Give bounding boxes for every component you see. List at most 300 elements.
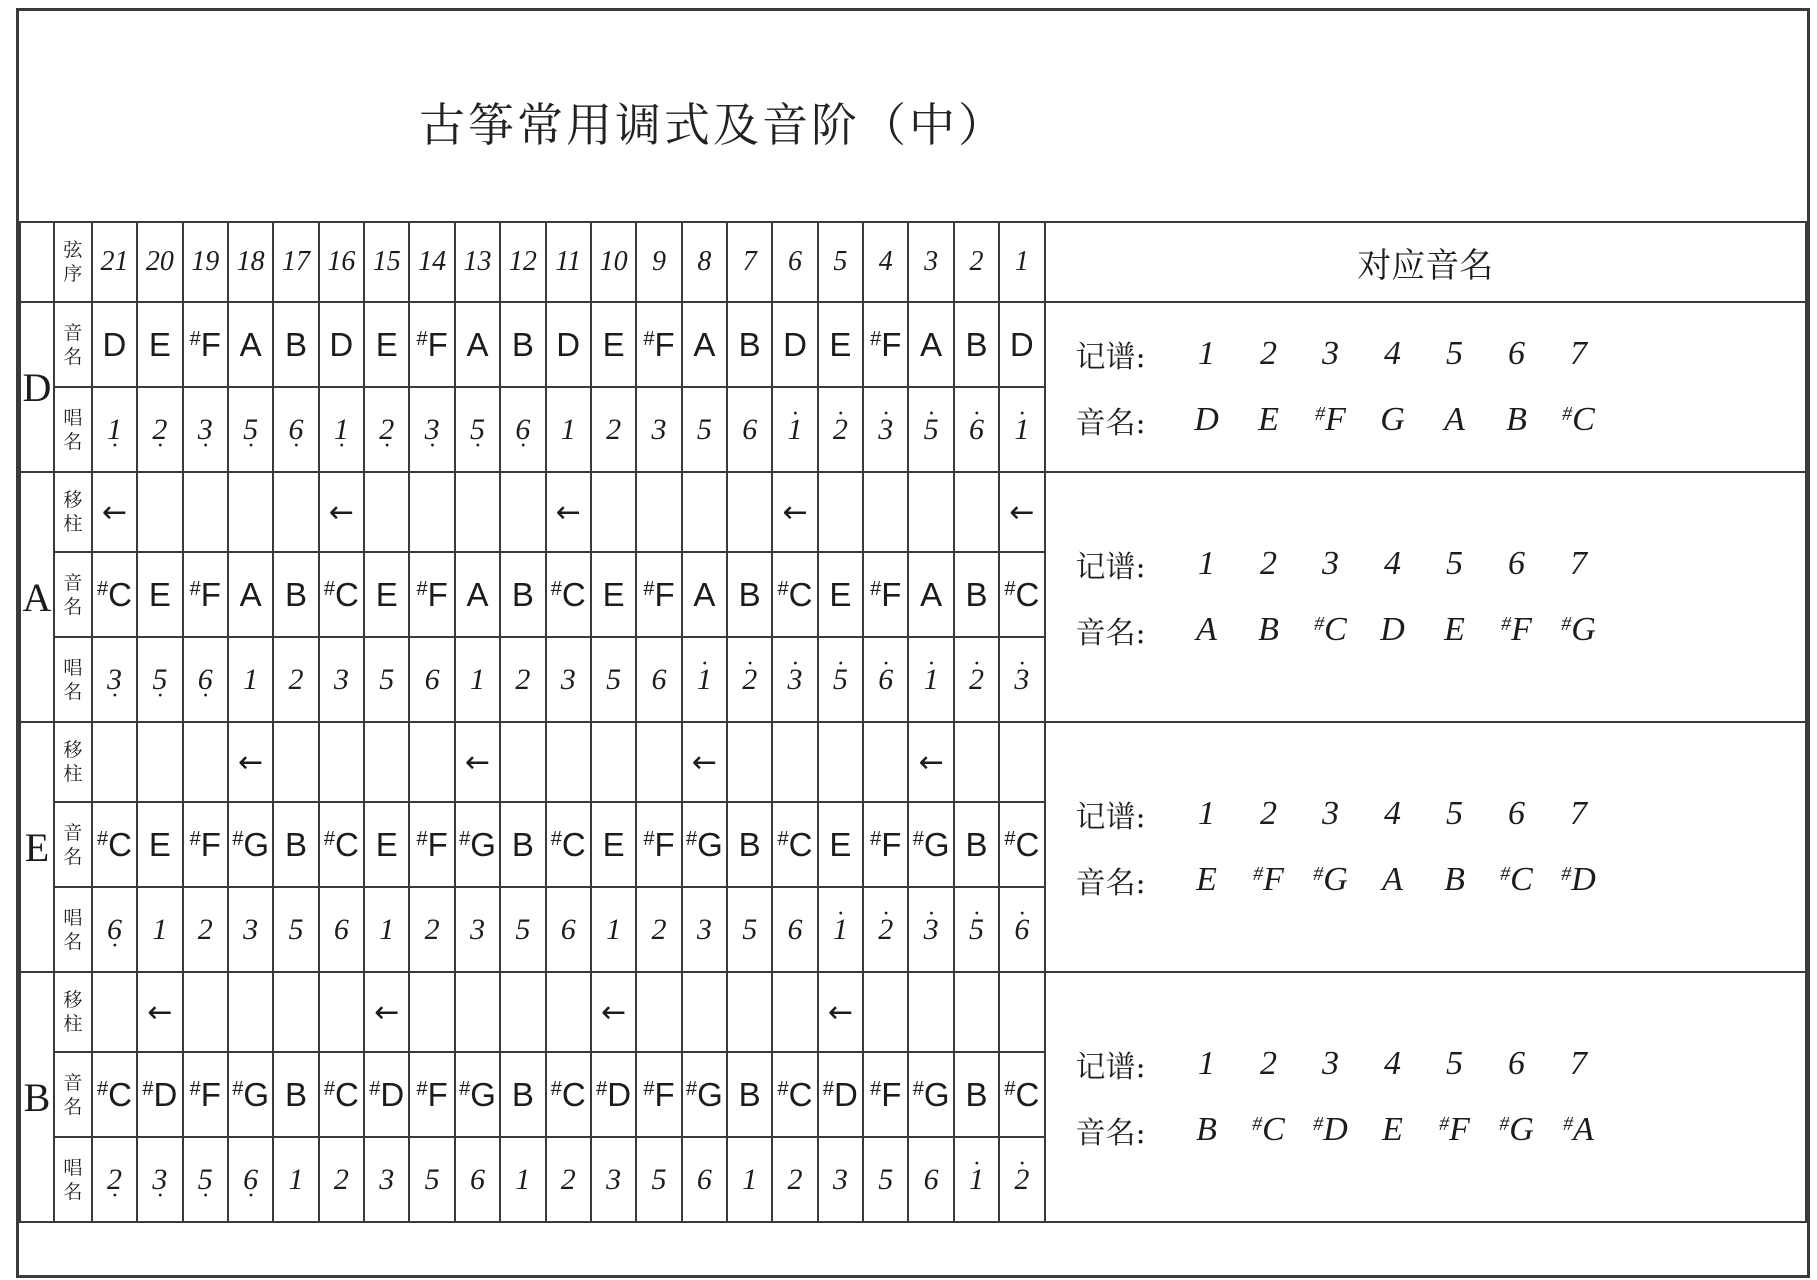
note-letter: E: [1196, 861, 1217, 898]
solfege-digit: 1: [515, 1162, 531, 1196]
sharp-sign: #: [189, 327, 201, 350]
move-bridge-cell: [183, 472, 228, 552]
note-name-cell: [500, 1052, 545, 1137]
note-name-cell: [319, 802, 364, 887]
note-name-cell: [183, 802, 228, 887]
move-bridge-cell: [591, 722, 636, 802]
note-name-cell: [546, 802, 591, 887]
solfege-digit: 5 ·: [152, 665, 167, 695]
sharp-sign: #: [96, 577, 109, 600]
note-letter: F: [1325, 401, 1346, 438]
note-letter: B: [511, 575, 534, 613]
scale-note: [1300, 401, 1362, 439]
move-bridge-cell: [546, 972, 591, 1052]
move-bridge-cell: [863, 972, 908, 1052]
note-letter: B: [738, 575, 761, 613]
note-name-cell: [92, 1052, 137, 1137]
string-order-label: [54, 222, 92, 302]
move-bridge-cell: [455, 972, 500, 1052]
solfege-cell: [92, 1137, 137, 1222]
solfege-cell: [954, 887, 999, 972]
note-letter: F: [200, 1075, 221, 1113]
sharp-sign: #: [416, 577, 428, 600]
solfege-cell: [455, 1137, 500, 1222]
string-number: 10: [591, 222, 636, 302]
note-name-cell: [183, 1052, 228, 1137]
solfege-digit: 6 ·: [198, 665, 213, 695]
section-B-move-row: [20, 972, 1806, 1052]
note-letter: E: [375, 325, 398, 363]
sharp-sign: #: [777, 577, 789, 600]
sharp-sign: #: [550, 1077, 562, 1100]
scale-note: [1486, 611, 1548, 649]
sharp-sign: #: [1561, 613, 1572, 635]
string-number: 1: [999, 222, 1044, 302]
jianpu-number: 1: [1198, 545, 1216, 582]
move-bridge-cell: [92, 972, 137, 1052]
note-letter: F: [427, 325, 448, 363]
solfege-digit: · 1: [833, 915, 848, 945]
move-row-label-char: 柱: [63, 1013, 83, 1035]
scale-note: [1238, 1111, 1300, 1149]
note-letter: A: [239, 325, 262, 363]
sharp-sign: #: [1004, 827, 1016, 850]
note-letter: G: [1380, 401, 1405, 438]
notes-row-label-char: 音: [63, 821, 83, 844]
note-letter: C: [561, 1075, 586, 1113]
solfege-digit: 2 ·: [152, 415, 167, 445]
scale-note: [1362, 611, 1424, 649]
solfege-digit: · 1: [788, 415, 803, 445]
note-letter: B: [511, 1075, 534, 1113]
note-name-cell: [273, 1052, 318, 1137]
scale-note: [1238, 611, 1300, 649]
solfege-digit: 1: [152, 912, 168, 946]
sharp-sign: #: [643, 577, 655, 600]
note-name-cell: [818, 1052, 863, 1137]
move-bridge-cell: [137, 722, 182, 802]
solfege-row-label-char: 名: [63, 1180, 83, 1203]
note-name-cell: [818, 302, 863, 387]
solfege-cell: [999, 887, 1044, 972]
jianpu-number: 6: [1508, 795, 1526, 832]
note-name-cell: [682, 802, 727, 887]
solfege-cell: [183, 637, 228, 722]
note-letter: C: [788, 825, 813, 863]
scale-note: [1548, 861, 1610, 899]
note-letter: A: [466, 325, 489, 363]
jianpu-line: [1076, 332, 1805, 376]
solfege-cell: [455, 887, 500, 972]
solfege-digit: 5 ·: [198, 1165, 213, 1195]
solfege-cell: [273, 637, 318, 722]
solfege-cell: [818, 1137, 863, 1222]
sharp-sign: #: [1313, 1113, 1324, 1135]
note-letter: F: [200, 325, 221, 363]
jianpu-number: 3: [1322, 335, 1340, 372]
solfege-digit: 1 ·: [334, 415, 349, 445]
notes-row-label-char: 名: [63, 1095, 83, 1118]
move-row-label: [54, 972, 92, 1052]
note-name-cell: [772, 552, 817, 637]
note-letter: C: [788, 575, 813, 613]
note-letter: B: [284, 325, 307, 363]
sharp-sign: #: [870, 327, 882, 350]
move-bridge-cell: [228, 472, 273, 552]
note-letter: D: [102, 325, 127, 363]
move-bridge-cell: [636, 722, 681, 802]
sharp-sign: #: [323, 827, 335, 850]
move-bridge-cell: ←: [546, 472, 591, 552]
scale-note: [1486, 861, 1548, 899]
note-letter: G: [470, 1075, 496, 1113]
jianpu-number: 4: [1384, 1045, 1402, 1082]
sharp-sign: #: [777, 827, 789, 850]
note-name-cell: [92, 302, 137, 387]
scale-note: [1176, 401, 1238, 439]
solfege-digit: 6: [696, 1162, 712, 1196]
jianpu-number: 2: [1260, 545, 1278, 582]
note-name-cell: [500, 302, 545, 387]
move-row-label-char: 移: [63, 989, 83, 1011]
string-number: 19: [183, 222, 228, 302]
solfege-cell: [273, 387, 318, 472]
notes-row-label: [54, 552, 92, 637]
string-number: 17: [273, 222, 318, 302]
note-letter: G: [243, 825, 269, 863]
solfege-digit: 3: [696, 912, 712, 946]
note-name-cell: [409, 302, 454, 387]
sharp-sign: #: [550, 577, 562, 600]
solfege-digit: · 2: [969, 665, 984, 695]
move-bridge-cell: [500, 972, 545, 1052]
key-label: B: [20, 972, 54, 1222]
solfege-cell: [999, 637, 1044, 722]
note-name-cell: [319, 1052, 364, 1137]
sharp-sign: #: [870, 827, 882, 850]
scale-note: [1176, 1111, 1238, 1149]
move-bridge-cell: [682, 972, 727, 1052]
jianpu-number: 7: [1570, 795, 1588, 832]
move-row-label-char: 移: [63, 489, 83, 511]
scale-sheet: [16, 8, 1810, 1278]
move-bridge-cell: ←: [772, 472, 817, 552]
scale-note: [1176, 861, 1238, 899]
solfege-digit: · 1: [924, 665, 939, 695]
note-letter: A: [693, 325, 716, 363]
move-bridge-cell: ←: [228, 722, 273, 802]
sharp-sign: #: [369, 1077, 381, 1100]
solfege-cell: [183, 387, 228, 472]
note-name-cell: [546, 552, 591, 637]
solfege-cell: [364, 637, 409, 722]
solfege-cell: [92, 387, 137, 472]
move-bridge-cell: [500, 472, 545, 552]
note-letter: E: [829, 575, 852, 613]
solfege-digit: · 5: [969, 915, 984, 945]
move-bridge-cell: [682, 472, 727, 552]
note-letter: D: [607, 1075, 632, 1113]
string-number: 2: [954, 222, 999, 302]
scale-note: [1548, 1111, 1610, 1149]
solfege-cell: [500, 887, 545, 972]
note-letter: B: [1444, 861, 1465, 898]
solfege-row-label-char: 唱: [63, 406, 83, 429]
solfege-digit: 6 ·: [515, 415, 530, 445]
solfege-cell: [364, 887, 409, 972]
section-A-move-row: [20, 472, 1806, 552]
key-label: E: [20, 722, 54, 972]
note-name-cell: [954, 1052, 999, 1137]
jianpu-number: 4: [1384, 795, 1402, 832]
note-name-cell: [908, 302, 953, 387]
sharp-sign: #: [777, 1077, 789, 1100]
note-letter: B: [284, 575, 307, 613]
solfege-cell: [999, 387, 1044, 472]
solfege-cell: [409, 887, 454, 972]
solfege-digit: · 5: [924, 415, 939, 445]
solfege-cell: [772, 1137, 817, 1222]
note-name-cell: [92, 552, 137, 637]
solfege-cell: [727, 1137, 772, 1222]
solfege-cell: [818, 387, 863, 472]
note-letter: A: [239, 575, 262, 613]
solfege-digit: 5: [606, 662, 622, 696]
solfege-row-label-char: 名: [63, 930, 83, 953]
note-letter: F: [200, 825, 221, 863]
move-bridge-cell: ←: [137, 972, 182, 1052]
note-letter: E: [148, 325, 171, 363]
note-letter: F: [427, 825, 448, 863]
sharp-sign: #: [323, 577, 335, 600]
note-name-cell: [682, 1052, 727, 1137]
note-letter: C: [108, 575, 132, 613]
note-letter: B: [1506, 401, 1527, 438]
note-letter: F: [654, 825, 675, 863]
sharp-sign: #: [822, 1077, 835, 1100]
solfege-digit: 6: [651, 662, 667, 696]
sharp-sign: #: [1252, 1113, 1263, 1135]
note-letter: C: [788, 1075, 813, 1113]
solfege-digit: · 1: [697, 665, 712, 695]
note-letter: B: [284, 825, 307, 863]
solfege-digit: 5: [424, 1162, 440, 1196]
jianpu-line: [1076, 1042, 1805, 1086]
note-letter: C: [561, 575, 586, 613]
note-letter: E: [602, 325, 625, 363]
sharp-sign: #: [685, 1077, 698, 1100]
solfege-cell: [319, 637, 364, 722]
note-letter: E: [602, 825, 625, 863]
scale-note: [1486, 401, 1548, 439]
sharp-sign: #: [189, 577, 201, 600]
solfege-cell: [183, 887, 228, 972]
solfege-digit: 6: [787, 912, 803, 946]
jianpu-number: 6: [1508, 545, 1526, 582]
scale-note: [1362, 1111, 1424, 1149]
jianpu-number: 2: [1260, 795, 1278, 832]
move-bridge-cell: [500, 722, 545, 802]
scale-table: [19, 221, 1807, 1223]
move-bridge-cell: [908, 972, 953, 1052]
move-row-label-char: 柱: [63, 513, 83, 535]
note-name-cell: [183, 302, 228, 387]
solfege-row-label: [54, 1137, 92, 1222]
note-name-cell: [228, 552, 273, 637]
note-name-cell: [863, 802, 908, 887]
note-letter: C: [334, 1075, 359, 1113]
sharp-sign: #: [459, 827, 471, 850]
solfege-digit: · 3: [878, 415, 893, 445]
sharp-sign: #: [189, 827, 201, 850]
note-letter: B: [965, 325, 988, 363]
move-bridge-cell: [364, 722, 409, 802]
solfege-cell: [500, 637, 545, 722]
solfege-row-label-char: 唱: [63, 1156, 83, 1179]
solfege-cell: [863, 1137, 908, 1222]
sharp-sign: #: [1315, 403, 1326, 425]
note-name-cell: [591, 802, 636, 887]
key-label: D: [20, 302, 54, 472]
solfege-digit: 2: [333, 1162, 349, 1196]
move-bridge-cell: [999, 722, 1044, 802]
move-bridge-cell: ←: [682, 722, 727, 802]
note-name-cell: [92, 802, 137, 887]
move-bridge-cell: [137, 472, 182, 552]
solfege-cell: [364, 1137, 409, 1222]
note-letter: A: [1444, 401, 1465, 438]
solfege-cell: [954, 387, 999, 472]
solfege-digit: 1: [379, 912, 395, 946]
note-name-cell: [137, 552, 182, 637]
solfege-digit: 6 ·: [288, 415, 303, 445]
solfege-digit: 6: [923, 1162, 939, 1196]
solfege-digit: · 2: [742, 665, 757, 695]
sharp-sign: #: [232, 1077, 244, 1100]
note-name-cell: [137, 1052, 182, 1137]
notes-row-label: [54, 1052, 92, 1137]
sharp-sign: #: [323, 1077, 335, 1100]
sharp-sign: #: [550, 827, 562, 850]
solfege-cell: [636, 637, 681, 722]
sharp-sign: #: [643, 327, 655, 350]
solfege-cell: [682, 1137, 727, 1222]
move-bridge-cell: [727, 722, 772, 802]
note-name-cell: [636, 552, 681, 637]
move-bridge-cell: [591, 472, 636, 552]
string-number: 11: [546, 222, 591, 302]
note-letter: B: [284, 1075, 307, 1113]
solfege-row-label-char: 唱: [63, 656, 83, 679]
sharp-sign: #: [596, 1077, 608, 1100]
note-name-cell: [818, 802, 863, 887]
note-name-cell: [228, 1052, 273, 1137]
solfege-cell: [409, 387, 454, 472]
page-title: 古筝常用调式及音阶（中）: [419, 98, 1007, 152]
solfege-cell: [591, 637, 636, 722]
note-letter: A: [920, 575, 943, 613]
note-letter: G: [1323, 861, 1348, 898]
solfege-cell: [273, 887, 318, 972]
solfege-cell: [727, 887, 772, 972]
note-letter: B: [965, 575, 988, 613]
scale-note: [1238, 861, 1300, 899]
solfege-cell: [954, 637, 999, 722]
solfege-cell: [772, 887, 817, 972]
correspondence-header: 对应音名: [1045, 222, 1806, 302]
sharp-sign: #: [96, 1077, 109, 1100]
string-number: 21: [92, 222, 137, 302]
jianpu-label: 记谱:: [1075, 550, 1146, 585]
solfege-digit: 6 ·: [107, 915, 122, 945]
sharp-sign: #: [870, 1077, 882, 1100]
notes-row-label-char: 名: [63, 845, 83, 868]
solfege-row-label-char: 名: [63, 430, 83, 453]
solfege-digit: · 6: [1014, 915, 1029, 945]
note-name-cell: [409, 552, 454, 637]
move-bridge-cell: [409, 722, 454, 802]
string-number: 20: [137, 222, 182, 302]
move-bridge-cell: [772, 722, 817, 802]
solfege-cell: [228, 637, 273, 722]
solfege-digit: 2 ·: [379, 415, 394, 445]
note-name-cell: [863, 552, 908, 637]
solfege-cell: [364, 387, 409, 472]
solfege-cell: [500, 387, 545, 472]
solfege-cell: [409, 1137, 454, 1222]
note-name-cell: [500, 802, 545, 887]
note-letter: A: [1573, 1111, 1594, 1148]
solfege-cell: [682, 637, 727, 722]
solfege-cell: [636, 887, 681, 972]
note-letter: F: [881, 325, 902, 363]
solfege-cell: [455, 637, 500, 722]
move-bridge-cell: [319, 722, 364, 802]
note-letter: B: [738, 825, 761, 863]
note-name-cell: [455, 1052, 500, 1137]
note-name-cell: [137, 802, 182, 887]
jianpu-number: 7: [1570, 1045, 1588, 1082]
note-letter: F: [1449, 1111, 1470, 1148]
solfege-digit: 5: [651, 1162, 667, 1196]
move-bridge-cell: [546, 722, 591, 802]
move-bridge-cell: [409, 472, 454, 552]
sharp-sign: #: [912, 1077, 924, 1100]
note-letter: B: [511, 825, 534, 863]
jianpu-number: 7: [1570, 545, 1588, 582]
solfege-cell: [682, 387, 727, 472]
sharp-sign: #: [1562, 403, 1573, 425]
jianpu-number: 4: [1384, 335, 1402, 372]
scale-note: [1548, 401, 1610, 439]
move-bridge-cell: ←: [319, 472, 364, 552]
sharp-sign: #: [870, 577, 882, 600]
solfege-cell: [772, 637, 817, 722]
move-bridge-cell: [636, 972, 681, 1052]
solfege-row-label-char: 唱: [63, 906, 83, 929]
move-bridge-cell: [92, 722, 137, 802]
note-letter: C: [334, 575, 359, 613]
note-letter: G: [697, 825, 723, 863]
note-name-cell: [455, 552, 500, 637]
note-name-cell: [273, 552, 318, 637]
scale-note: [1486, 1111, 1548, 1149]
move-bridge-cell: [908, 472, 953, 552]
note-name-cell: [228, 802, 273, 887]
note-letter: D: [1194, 401, 1219, 438]
note-letter: G: [1509, 1111, 1534, 1148]
note-name-cell: [818, 552, 863, 637]
